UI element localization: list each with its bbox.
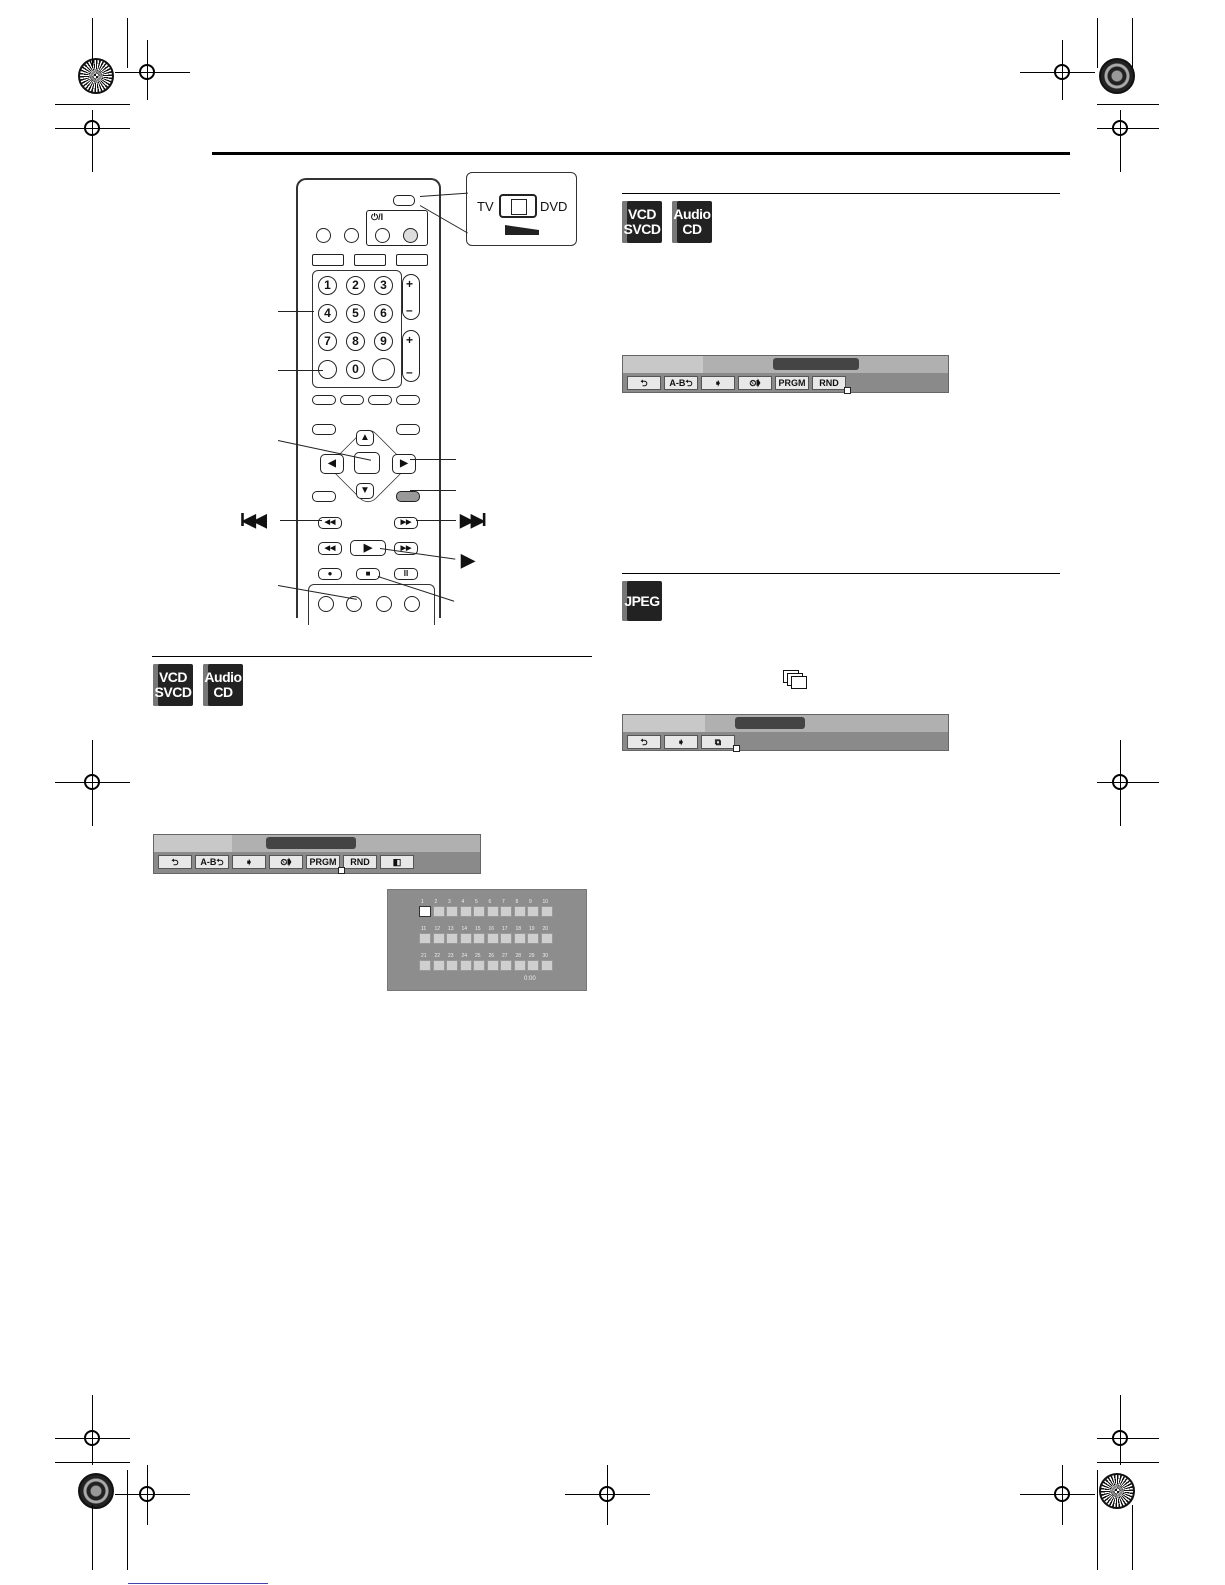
power-panel — [366, 210, 428, 246]
channel-plus-label: + — [406, 277, 414, 291]
remote-top-switch — [393, 195, 415, 206]
registration-rosette-bottom-right — [1099, 1473, 1135, 1509]
program-slot[interactable] — [527, 960, 539, 971]
key-7: 7 — [318, 332, 337, 351]
audio-cd-badge-right — [672, 201, 712, 243]
callout-arrow-right — [410, 459, 456, 460]
program-slot-number: 24 — [461, 953, 468, 959]
program-slot[interactable] — [446, 960, 458, 971]
osd-slideshow-button-jpeg[interactable]: ⧉ — [701, 735, 735, 749]
callout-number-keys — [278, 311, 314, 312]
program-slot[interactable] — [433, 960, 445, 971]
program-slot-number: 19 — [529, 926, 535, 932]
vcd-svcd-badge-right — [622, 201, 662, 243]
return-key — [312, 491, 336, 502]
left-section-rule — [152, 656, 592, 657]
pause-key: II — [394, 568, 418, 580]
program-slot-number: 30 — [542, 953, 549, 959]
header-rule — [212, 152, 1070, 155]
program-slot[interactable] — [487, 906, 499, 917]
color-key-4 — [396, 395, 420, 405]
program-slot-number: 22 — [434, 953, 441, 959]
program-slot[interactable] — [473, 960, 485, 971]
arrow-down-key: ▼ — [356, 483, 374, 499]
callout-cancel-key — [278, 370, 323, 371]
arrow-up-key: ▲ — [356, 430, 374, 446]
osd-picture-button[interactable]: ◧ — [380, 855, 414, 869]
vcd-label-right: VCD — [627, 206, 657, 222]
program-slot-number: 5 — [475, 899, 478, 905]
audio-label-right: Audio — [673, 206, 711, 222]
program-slot[interactable] — [419, 960, 431, 971]
arrow-right-key: ▶ — [392, 454, 416, 474]
vcd-label: VCD — [158, 669, 188, 685]
color-key-2 — [340, 395, 364, 405]
enter-key — [372, 358, 395, 381]
jpeg-badge — [622, 581, 662, 621]
osd-program-button-right[interactable]: PRGM — [775, 376, 809, 390]
osd-ab-repeat-button-right[interactable]: A-B⮌ — [664, 376, 698, 390]
program-slot-number: 14 — [461, 926, 468, 932]
record-key: ● — [318, 568, 342, 580]
program-grid — [387, 889, 587, 991]
right-section-rule-2 — [622, 573, 1060, 574]
program-slot[interactable] — [514, 906, 526, 917]
jpeg-label: JPEG — [624, 592, 660, 609]
program-slot-number: 29 — [529, 953, 535, 959]
osd-cursor-right — [844, 387, 851, 394]
osd-status-row-right — [623, 356, 948, 373]
program-slot[interactable] — [500, 933, 512, 944]
program-slot-number: 8 — [515, 899, 519, 905]
program-slot[interactable] — [446, 933, 458, 944]
registration-rosette-bottom-left — [78, 1473, 114, 1509]
play-key: ▶ — [350, 540, 386, 556]
tv-dvd-switch-callout — [466, 172, 577, 246]
program-slot-number: 17 — [502, 926, 508, 932]
program-slot-number: 6 — [488, 899, 492, 905]
program-slot[interactable] — [487, 933, 499, 944]
osd-time-search-button[interactable]: ➧ — [232, 855, 266, 869]
osd-repeat-button[interactable]: ⮌ — [158, 855, 192, 869]
program-slot[interactable] — [433, 906, 445, 917]
key-9: 9 — [374, 332, 393, 351]
color-key-1 — [312, 395, 336, 405]
program-slot-number: 28 — [515, 953, 522, 959]
osd-repeat-button-jpeg[interactable]: ⮌ — [627, 735, 661, 749]
osd-status-row — [154, 835, 480, 852]
program-slot-number: 16 — [488, 926, 495, 932]
program-slot[interactable] — [419, 933, 431, 944]
program-slot[interactable] — [514, 960, 526, 971]
osd-repeat-button-right[interactable]: ⮌ — [627, 376, 661, 390]
enter-center-key — [354, 452, 380, 474]
program-slot[interactable] — [433, 933, 445, 944]
key-3: 3 — [374, 276, 393, 295]
program-slot[interactable] — [460, 960, 472, 971]
rewind-key: ◀◀ — [318, 542, 342, 555]
key-6: 6 — [374, 304, 393, 323]
channel-minus-label: – — [406, 303, 413, 317]
program-slot-number: 4 — [461, 899, 465, 905]
program-slot-number: 15 — [475, 926, 481, 932]
remote-control — [296, 178, 441, 618]
program-slot-number: 3 — [448, 899, 451, 905]
osd-time-skip-button[interactable]: ⏲➧ — [269, 855, 303, 869]
callout-skip-fwd — [416, 520, 456, 521]
slideshow-icon — [783, 670, 807, 688]
program-slot[interactable] — [541, 933, 553, 944]
bottom-round-key-1 — [318, 596, 334, 612]
osd-program-button[interactable]: PRGM — [306, 855, 340, 869]
program-slot[interactable] — [487, 960, 499, 971]
program-slot[interactable] — [500, 906, 512, 917]
program-slot-number: 2 — [434, 899, 438, 905]
program-slot[interactable] — [473, 933, 485, 944]
program-slot-number: 18 — [515, 926, 522, 932]
callout-skip-back — [280, 520, 322, 521]
skip-fwd-symbol: ▶▶I — [460, 510, 484, 530]
arrow-left-key: ◀ — [320, 454, 344, 474]
osd-time-search-button-jpeg[interactable]: ➧ — [664, 735, 698, 749]
menu-key — [396, 424, 420, 435]
switch-dvd-label: DVD — [540, 199, 568, 214]
program-slot[interactable] — [527, 906, 539, 917]
registration-rosette-top-left — [78, 58, 114, 94]
program-slot[interactable] — [514, 933, 526, 944]
switch-body — [499, 194, 537, 218]
volume-minus-label: – — [406, 365, 413, 379]
channel-rocker — [402, 274, 420, 320]
top-menu-key — [312, 424, 336, 435]
skip-back-symbol: I◀◀ — [240, 510, 264, 530]
program-slot-number: 21 — [421, 953, 427, 959]
stop-key: ■ — [356, 568, 380, 580]
program-time: 0:00 — [524, 976, 536, 982]
program-slot-number: 13 — [448, 926, 454, 932]
power-label: ⏻/I — [371, 212, 384, 222]
skip-back-key: ◀◀ — [318, 517, 342, 529]
switch-tv-label: TV — [477, 199, 494, 214]
power-button — [375, 228, 390, 243]
key-2: 2 — [346, 276, 365, 295]
volume-plus-label: + — [406, 333, 414, 347]
program-slot-number: 11 — [421, 926, 427, 932]
volume-rocker — [402, 330, 420, 382]
osd-random-button[interactable]: RND — [343, 855, 377, 869]
cd-label: CD — [213, 684, 233, 700]
program-slot-number: 20 — [542, 926, 549, 932]
callout-on-screen — [410, 490, 456, 491]
audio-label: Audio — [204, 669, 242, 685]
key-1: 1 — [318, 276, 337, 295]
remote-round-key-2 — [344, 228, 359, 243]
program-slot-number: 1 — [421, 899, 424, 905]
key-8: 8 — [346, 332, 365, 351]
osd-time-search-button-right[interactable]: ➧ — [701, 376, 735, 390]
key-5: 5 — [346, 304, 365, 323]
remote-round-key-1 — [316, 228, 331, 243]
svcd-label-right: SVCD — [623, 221, 661, 237]
program-slot[interactable] — [419, 906, 431, 917]
vcd-svcd-badge-left — [153, 664, 193, 706]
cd-label-right: CD — [682, 221, 702, 237]
osd-ab-repeat-button[interactable]: A-B⮌ — [195, 855, 229, 869]
bottom-round-key-4 — [404, 596, 420, 612]
remote-wide-key-1 — [312, 254, 344, 266]
osd-bar-right — [622, 355, 949, 393]
program-slot-number: 23 — [448, 953, 454, 959]
bottom-link-underline — [128, 1583, 268, 1584]
program-slot[interactable] — [541, 906, 553, 917]
key-4: 4 — [318, 304, 337, 323]
program-slot-number: 9 — [529, 899, 532, 905]
program-slot[interactable] — [541, 960, 553, 971]
color-key-3 — [368, 395, 392, 405]
fast-forward-key: ▶▶ — [394, 542, 418, 555]
osd-status-row-jpeg — [623, 715, 948, 732]
program-slot[interactable] — [460, 933, 472, 944]
audio-cd-badge-left — [203, 664, 243, 706]
key-0: 0 — [346, 360, 365, 379]
bottom-round-key-3 — [376, 596, 392, 612]
program-slot-number: 26 — [488, 953, 495, 959]
program-slot[interactable] — [460, 906, 472, 917]
program-slot-number: 10 — [542, 899, 549, 905]
osd-cursor — [338, 867, 345, 874]
osd-bar-left — [153, 834, 481, 874]
osd-bar-jpeg — [622, 714, 949, 751]
remote-wide-key-3 — [396, 254, 428, 266]
program-slot[interactable] — [473, 906, 485, 917]
on-screen-key — [396, 491, 420, 502]
svcd-label: SVCD — [154, 684, 192, 700]
osd-time-skip-button-right[interactable]: ⏲➧ — [738, 376, 772, 390]
right-section-rule-1 — [622, 193, 1060, 194]
osd-cursor-jpeg — [733, 745, 740, 752]
program-slot-number: 12 — [434, 926, 441, 932]
osd-random-button-right[interactable]: RND — [812, 376, 846, 390]
switch-arrow-icon — [505, 225, 539, 235]
program-slot[interactable] — [500, 960, 512, 971]
program-slot-number: 25 — [475, 953, 481, 959]
program-slot[interactable] — [446, 906, 458, 917]
skip-fwd-key: ▶▶ — [394, 517, 418, 529]
remote-wide-key-2 — [354, 254, 386, 266]
registration-rosette-top-right — [1099, 58, 1135, 94]
program-slot-number: 7 — [502, 899, 505, 905]
program-slot[interactable] — [527, 933, 539, 944]
dvd-button — [403, 228, 418, 243]
play-symbol: ▶ — [461, 550, 475, 570]
program-slot-number: 27 — [502, 953, 508, 959]
